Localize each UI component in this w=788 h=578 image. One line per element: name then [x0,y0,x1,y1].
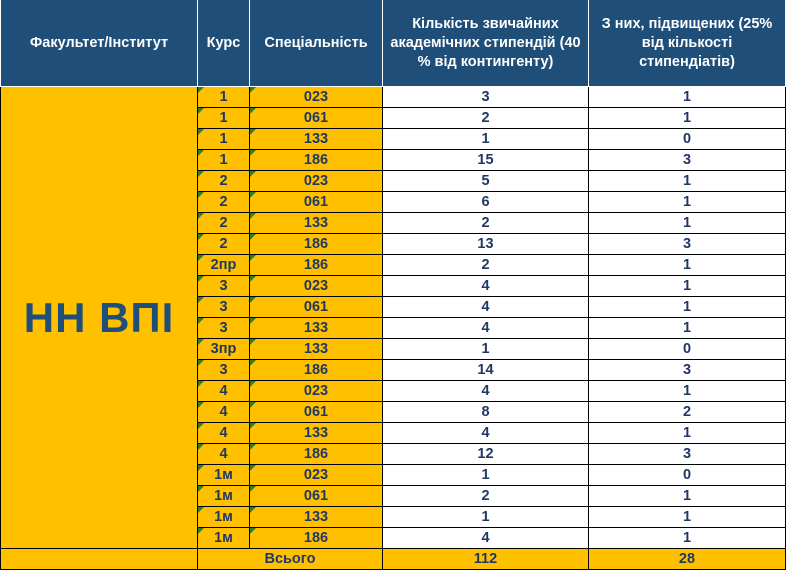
course-cell[interactable]: 1 [198,108,250,129]
regular-count-cell[interactable]: 13 [383,234,589,255]
header-specialty[interactable]: Спеціальність [250,0,383,87]
course-cell[interactable]: 4 [198,444,250,465]
specialty-cell[interactable]: 061 [250,402,383,423]
regular-count-cell[interactable]: 1 [383,507,589,528]
course-cell[interactable]: 2 [198,171,250,192]
total-increased-cell[interactable]: 28 [589,549,786,570]
specialty-cell[interactable]: 061 [250,192,383,213]
specialty-cell[interactable]: 023 [250,276,383,297]
specialty-cell[interactable]: 133 [250,213,383,234]
specialty-cell[interactable]: 186 [250,150,383,171]
increased-count-cell[interactable]: 1 [589,255,786,276]
regular-count-cell[interactable]: 4 [383,423,589,444]
increased-count-cell[interactable]: 2 [589,402,786,423]
regular-count-cell[interactable]: 14 [383,360,589,381]
header-faculty[interactable]: Факультет/Інститут [1,0,198,87]
regular-count-cell[interactable]: 4 [383,297,589,318]
specialty-cell[interactable]: 023 [250,465,383,486]
specialty-cell[interactable]: 061 [250,297,383,318]
course-cell[interactable]: 3 [198,318,250,339]
increased-count-cell[interactable]: 1 [589,318,786,339]
course-cell[interactable]: 1м [198,528,250,549]
header-regular-scholarships[interactable]: Кількість звичайних академічних стипендій (40 % від контингенту) [383,0,589,87]
regular-count-cell[interactable]: 1 [383,339,589,360]
increased-count-cell[interactable]: 3 [589,234,786,255]
increased-count-cell[interactable]: 3 [589,444,786,465]
increased-count-cell[interactable]: 1 [589,213,786,234]
regular-count-cell[interactable]: 2 [383,486,589,507]
course-cell[interactable]: 2 [198,192,250,213]
course-cell[interactable]: 2пр [198,255,250,276]
regular-count-cell[interactable]: 4 [383,381,589,402]
specialty-cell[interactable]: 186 [250,444,383,465]
regular-count-cell[interactable]: 12 [383,444,589,465]
course-cell[interactable]: 4 [198,402,250,423]
course-cell[interactable]: 1 [198,129,250,150]
regular-count-cell[interactable]: 1 [383,129,589,150]
course-cell[interactable]: 1м [198,486,250,507]
increased-count-cell[interactable]: 1 [589,486,786,507]
regular-count-cell[interactable]: 5 [383,171,589,192]
regular-count-cell[interactable]: 4 [383,528,589,549]
course-cell[interactable]: 1м [198,507,250,528]
course-cell[interactable]: 3 [198,360,250,381]
specialty-cell[interactable]: 186 [250,528,383,549]
specialty-cell[interactable]: 133 [250,318,383,339]
increased-count-cell[interactable]: 1 [589,528,786,549]
header-course[interactable]: Курс [198,0,250,87]
increased-count-cell[interactable]: 0 [589,129,786,150]
increased-count-cell[interactable]: 1 [589,171,786,192]
regular-count-cell[interactable]: 2 [383,255,589,276]
course-cell[interactable]: 3пр [198,339,250,360]
regular-count-cell[interactable]: 4 [383,318,589,339]
course-cell[interactable]: 3 [198,297,250,318]
regular-count-cell[interactable]: 2 [383,213,589,234]
increased-count-cell[interactable]: 0 [589,339,786,360]
regular-count-cell[interactable]: 3 [383,87,589,108]
table-row [1,87,786,108]
specialty-cell[interactable]: 023 [250,87,383,108]
header-row [1,0,786,87]
specialty-cell[interactable]: 061 [250,108,383,129]
specialty-cell[interactable]: 023 [250,171,383,192]
increased-count-cell[interactable]: 1 [589,381,786,402]
increased-count-cell[interactable]: 3 [589,360,786,381]
regular-count-cell[interactable]: 2 [383,108,589,129]
header-increased-scholarships[interactable]: З них, підвищених (25% від кількості стипендіатів) [589,0,786,87]
total-empty-cell[interactable] [1,549,198,570]
course-cell[interactable]: 1м [198,465,250,486]
increased-count-cell[interactable]: 1 [589,297,786,318]
increased-count-cell[interactable]: 1 [589,276,786,297]
increased-count-cell[interactable]: 1 [589,87,786,108]
regular-count-cell[interactable]: 4 [383,276,589,297]
table-body [1,87,786,570]
increased-count-cell[interactable]: 3 [589,150,786,171]
increased-count-cell[interactable]: 1 [589,423,786,444]
regular-count-cell[interactable]: 6 [383,192,589,213]
increased-count-cell[interactable]: 0 [589,465,786,486]
total-regular-cell[interactable]: 112 [383,549,589,570]
course-cell[interactable]: 1 [198,150,250,171]
course-cell[interactable]: 1 [198,87,250,108]
faculty-name-cell[interactable]: НН ВПІ [1,87,198,549]
specialty-cell[interactable]: 133 [250,423,383,444]
specialty-cell[interactable]: 133 [250,129,383,150]
increased-count-cell[interactable]: 1 [589,108,786,129]
increased-count-cell[interactable]: 1 [589,507,786,528]
specialty-cell[interactable]: 186 [250,360,383,381]
regular-count-cell[interactable]: 15 [383,150,589,171]
specialty-cell[interactable]: 133 [250,339,383,360]
course-cell[interactable]: 4 [198,381,250,402]
total-label-cell[interactable]: Всього [198,549,383,570]
specialty-cell[interactable]: 186 [250,234,383,255]
course-cell[interactable]: 2 [198,234,250,255]
specialty-cell[interactable]: 023 [250,381,383,402]
course-cell[interactable]: 3 [198,276,250,297]
specialty-cell[interactable]: 186 [250,255,383,276]
course-cell[interactable]: 4 [198,423,250,444]
specialty-cell[interactable]: 133 [250,507,383,528]
total-row [1,549,786,570]
regular-count-cell[interactable]: 1 [383,465,589,486]
increased-count-cell[interactable]: 1 [589,192,786,213]
regular-count-cell[interactable]: 8 [383,402,589,423]
course-cell[interactable]: 2 [198,213,250,234]
specialty-cell[interactable]: 061 [250,486,383,507]
